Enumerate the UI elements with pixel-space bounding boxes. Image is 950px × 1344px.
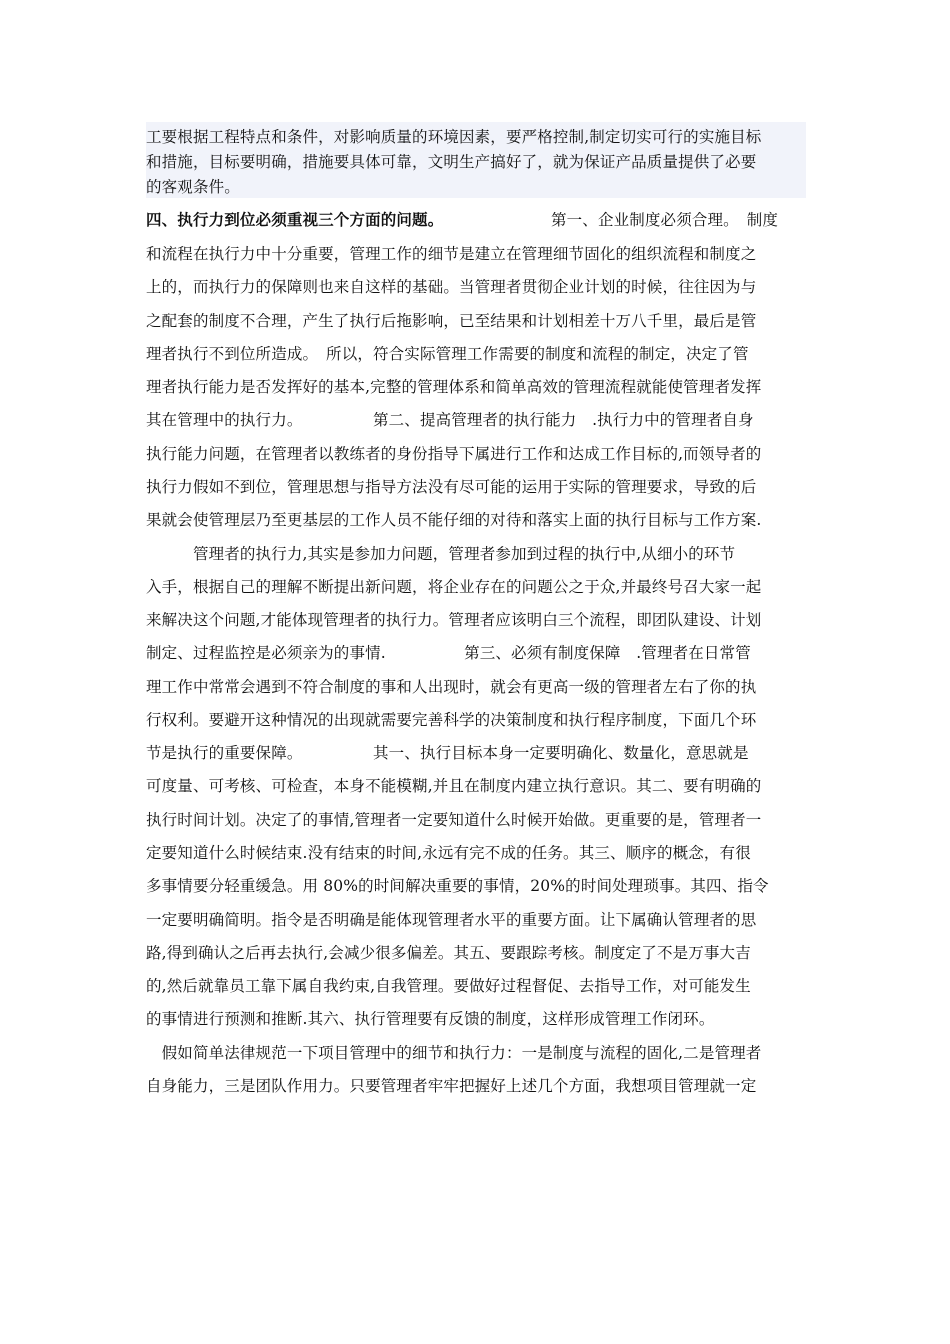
body-line: 之配套的制度不合理，产生了执行后拖影响，已至结果和计划相差十万八千里，最后是管 (146, 312, 757, 330)
body-line: 行权利。要避开这种情况的出现就需要完善科学的决策制度和执行程序制度，下面几个环 (146, 711, 757, 729)
intro-line-2: 和措施，目标要明确，措施要具体可靠，文明生产搞好了，就为保证产品质量提供了必要 (146, 153, 757, 171)
body-line: 执行能力问题，在管理者以教练者的身份指导下属进行工作和达成工作目标的,而领导者的 (146, 445, 762, 463)
body-line: 其在管理中的执行力。 第二、提高管理者的执行能力 .执行力中的管理者自身 (146, 411, 754, 429)
body-line: 执行时间计划。决定了的事情,管理者一定要知道什么时候开始做。更重要的是，管理者一 (146, 811, 762, 829)
body-line: 理者执行能力是否发挥好的基本,完整的管理体系和简单高效的管理流程就能使管理者发挥 (146, 378, 762, 396)
section-heading-tail: 第一、企业制度必须合理。 制度 (551, 211, 779, 229)
body-line: 的,然后就靠员工靠下属自我约束,自我管理。要做好过程督促、去指导工作，对可能发生 (146, 977, 751, 995)
body-line: 路,得到确认之后再去执行,会减少很多偏差。其五、要跟踪考核。制度定了不是万事大吉 (146, 944, 751, 962)
body-line: 多事情要分轻重缓急。用 80%的时间解决重要的事情，20%的时间处理琐事。其四、指令 (146, 877, 769, 895)
body-line: 制定、过程监控是必须亲为的事情. 第三、必须有制度保障 .管理者在日常管 (146, 644, 751, 662)
intro-line-3: 的客观条件。 (146, 178, 240, 196)
body-line: 上的，而执行力的保障则也来自这样的基础。当管理者贯彻企业计划的时候，往往因为与 (146, 278, 757, 296)
body-line: 一定要明确简明。指令是否明确是能体现管理者水平的重要方面。让下属确认管理者的思 (146, 911, 757, 929)
body-line: 自身能力，三是团队作用力。只要管理者牢牢把握好上述几个方面，我想项目管理就一定 (146, 1077, 757, 1095)
body-line: 理工作中常常会遇到不符合制度的事和人出现时，就会有更高一级的管理者左右了你的执 (146, 678, 757, 696)
body-line: 和流程在执行力中十分重要，管理工作的细节是建立在管理细节固化的组织流程和制度之 (146, 245, 757, 263)
body-line: 执行力假如不到位，管理思想与指导方法没有尽可能的运用于实际的管理要求，导致的后 (146, 478, 757, 496)
body-line: 果就会使管理层乃至更基层的工作人员不能仔细的对待和落实上面的执行目标与工作方案. (146, 511, 762, 529)
body-line: 的事情进行预测和推断.其六、执行管理要有反馈的制度，这样形成管理工作闭环。 (146, 1010, 715, 1028)
body-line: 管理者的执行力,其实是参加力问题，管理者参加到过程的执行中,从细小的环节 (146, 545, 736, 563)
body-line: 假如简单法律规范一下项目管理中的细节和执行力：一是制度与流程的固化,二是管理者 (146, 1044, 762, 1062)
section-heading: 四、执行力到位必须重视三个方面的问题。 (146, 210, 444, 229)
body-line: 节是执行的重要保障。 其一、执行目标本身一定要明确化、数量化，意思就是 (146, 744, 749, 762)
body-line: 入手，根据自己的理解不断提出新问题，将企业存在的问题公之于众,并最终号召大家一起 (146, 578, 762, 596)
body-line: 来解决这个问题,才能体现管理者的执行力。管理者应该明白三个流程，即团队建设、计划 (146, 611, 762, 629)
body-line: 定要知道什么时候结束.没有结束的时间,永远有完不成的任务。其三、顺序的概念，有很 (146, 844, 751, 862)
section-heading-line (146, 208, 806, 230)
body-line: 理者执行不到位所造成。 所以，符合实际管理工作需要的制度和流程的制定，决定了管 (146, 345, 749, 363)
body-line: 可度量、可考核、可检查，本身不能模糊,并且在制度内建立执行意识。其二、要有明确的 (146, 777, 762, 795)
intro-line-1: 工要根据工程特点和条件，对影响质量的环境因素，要严格控制,制定切实可行的实施目标 (146, 128, 762, 146)
